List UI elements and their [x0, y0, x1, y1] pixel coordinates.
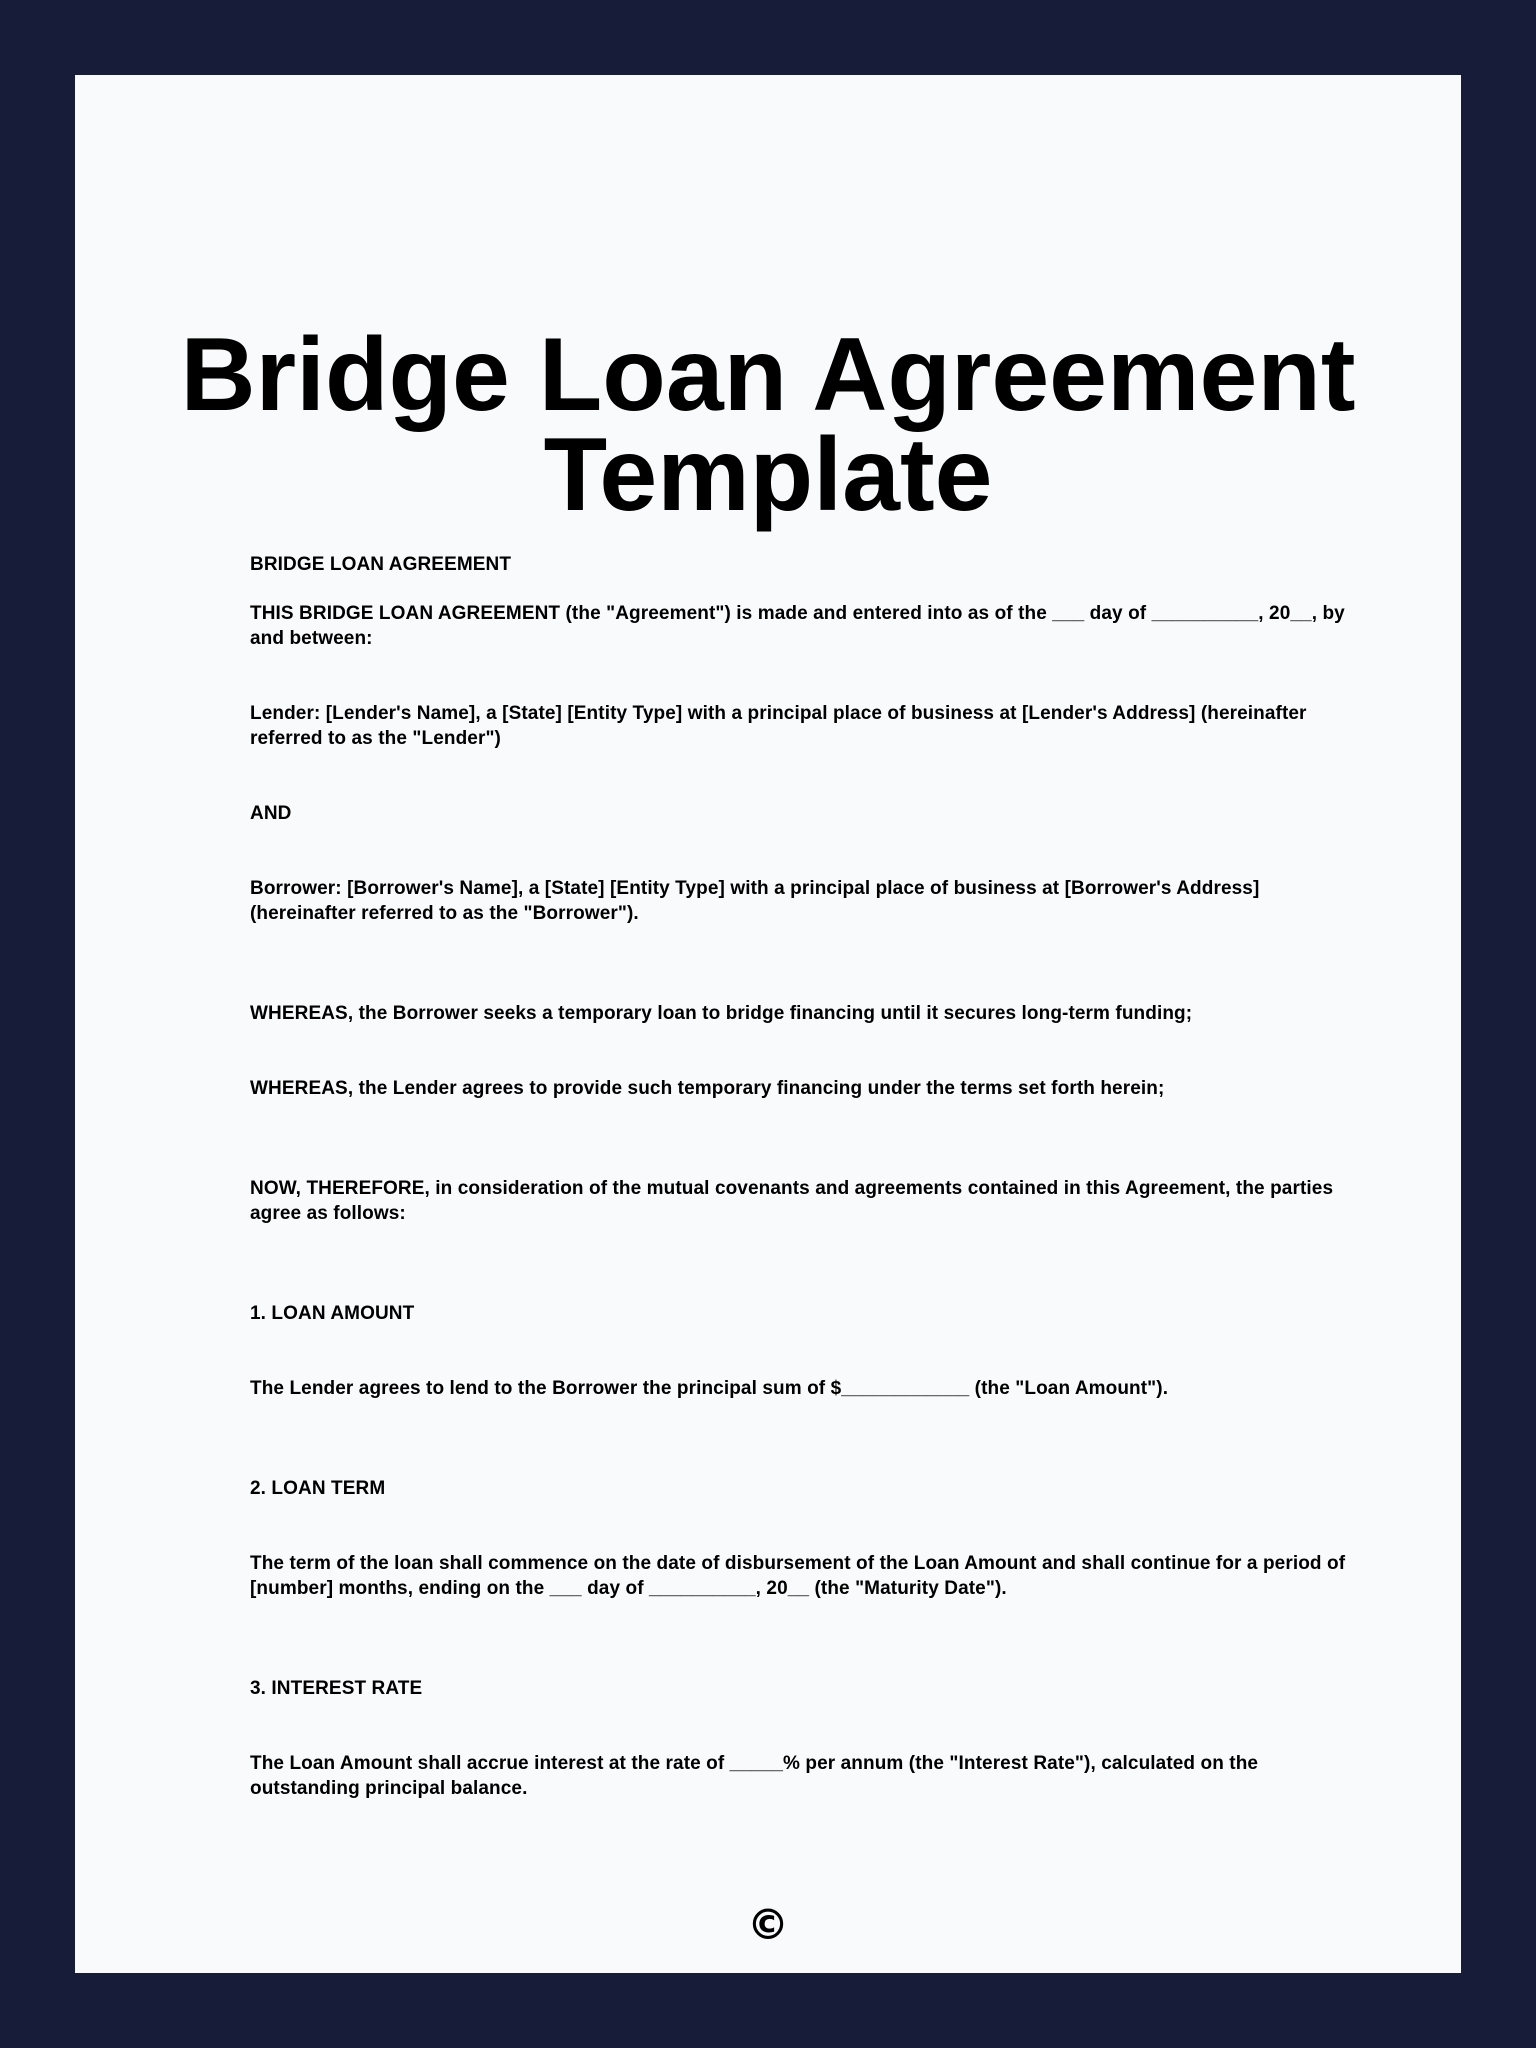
section-heading-loan-amount: 1. LOAN AMOUNT — [250, 1303, 415, 1324]
agreement-heading: BRIDGE LOAN AGREEMENT — [250, 554, 512, 575]
agreement-preamble: THIS BRIDGE LOAN AGREEMENT (the "Agreement") is made and entered into as of the ___ day of __________, 20__, by and between: — [250, 603, 1345, 649]
whereas-lender: WHEREAS, the Lender agrees to provide such temporary financing under the terms set forth herein; — [250, 1078, 1165, 1099]
and-separator: AND — [250, 803, 292, 824]
lender-clause: Lender: [Lender's Name], a [State] [Entity Type] with a principal place of business at [Lender's Address] (hereinafter referred to as the "Lender") — [250, 703, 1307, 749]
section-heading-interest-rate: 3. INTEREST RATE — [250, 1678, 423, 1699]
now-therefore-clause: NOW, THEREFORE, in consideration of the mutual covenants and agreements contained in this Agreement, the parties agree as follows: — [250, 1178, 1334, 1224]
borrower-clause: Borrower: [Borrower's Name], a [State] [Entity Type] with a principal place of business at [Borrower's Address] (hereinafter referred to as the "Borrower"). — [250, 878, 1260, 924]
whereas-borrower: WHEREAS, the Borrower seeks a temporary loan to bridge financing until it secures long-term funding; — [250, 1003, 1193, 1024]
copyright-icon: © — [747, 1900, 789, 1949]
loan-amount-text: The Lender agrees to lend to the Borrower the principal sum of $____________ (the "Loan Amount"). — [250, 1378, 1169, 1399]
loan-term-text: The term of the loan shall commence on the date of disbursement of the Loan Amount and shall continue for a period of [number] months, ending on the ___ day of __________, 20__ (the "Maturity Date"). — [250, 1553, 1346, 1599]
document-title: Bridge Loan Agreement Template — [180, 317, 1356, 533]
interest-rate-text: The Loan Amount shall accrue interest at the rate of _____% per annum (the "Interest Rate"), calculated on the outstanding principal balance. — [250, 1753, 1259, 1799]
document-page — [75, 75, 1461, 1973]
section-heading-loan-term: 2. LOAN TERM — [250, 1478, 386, 1499]
